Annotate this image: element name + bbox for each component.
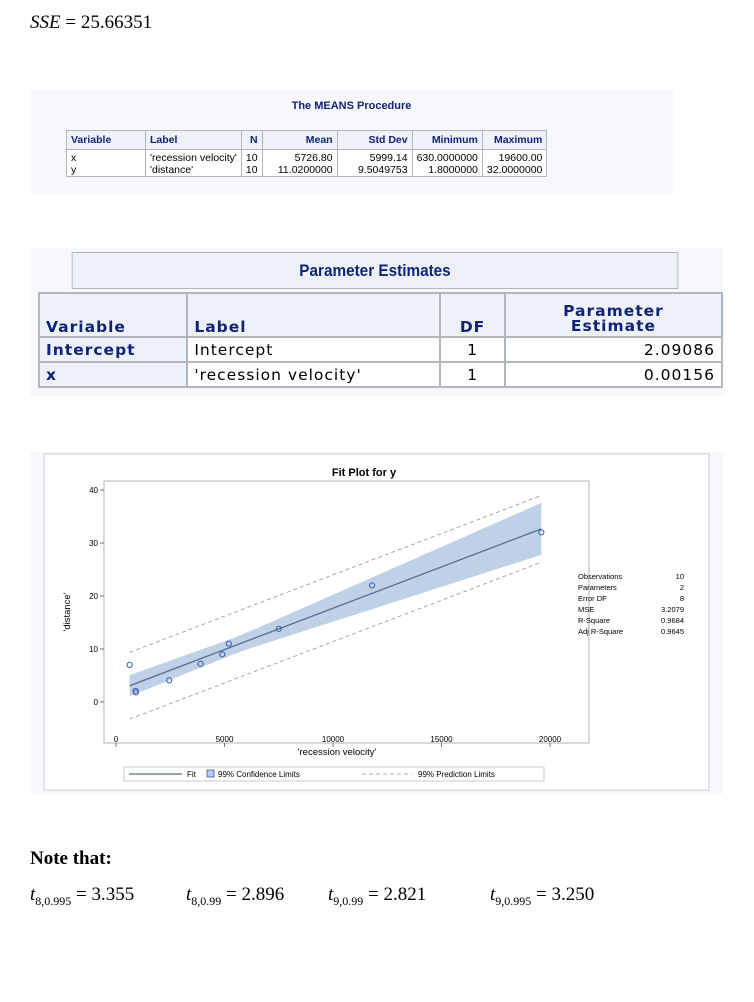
pe-label-x: 'recession velocity' (187, 362, 440, 387)
t-symbol: t (186, 884, 192, 905)
t-value-8-0995 (30, 884, 134, 909)
means-n-x: 10 (245, 152, 258, 164)
t-subscript: 8,0.995 (35, 893, 72, 908)
pe-estimate-intercept: 2.09086 (505, 337, 722, 362)
t-subscript: 9,0.99 (333, 893, 364, 908)
stat-name-0: Observations (578, 572, 623, 581)
y-tick-label: 30 (89, 539, 98, 548)
means-variable-y: y (71, 164, 77, 176)
pe-df-x: 1 (440, 362, 505, 387)
y-tick-label: 40 (89, 486, 98, 495)
plot-legend (124, 767, 544, 781)
x-tick-label: 10000 (321, 735, 345, 744)
means-minimum-cell (412, 150, 482, 177)
pe-title: Parameter Estimates (72, 252, 679, 289)
t-symbol: t (30, 884, 36, 905)
sse-value: 25.66351 (80, 12, 153, 33)
stat-name-5: Adj R-Square (578, 627, 624, 636)
means-procedure-panel (30, 90, 673, 194)
stat-value-0: 10 (675, 572, 684, 581)
means-minimum-x: 630.0000000 (416, 152, 478, 164)
t-equals: = (531, 884, 552, 905)
stat-value-4: 0.9684 (661, 616, 684, 625)
pe-header-variable: Variable (39, 293, 187, 337)
t-value: 3.250 (551, 884, 595, 905)
means-minimum-y: 1.8000000 (428, 164, 478, 176)
sse-equals: = (65, 12, 77, 33)
stat-name-2: Error DF (578, 594, 607, 603)
t-value-9-099 (328, 884, 426, 909)
stat-value-2: 8 (679, 594, 684, 603)
means-header-n: N (241, 131, 262, 150)
parameter-estimates-panel (30, 248, 723, 396)
y-tick-label: 0 (93, 698, 98, 707)
stat-name-1: Parameters (578, 583, 617, 592)
means-header-maximum: Maximum (482, 131, 546, 150)
y-tick-label: 10 (89, 645, 98, 654)
means-stddev-x: 5999.14 (369, 152, 408, 164)
means-label-x: 'recession velocity' (150, 152, 237, 164)
t-value: 2.821 (383, 884, 427, 905)
means-title: The MEANS Procedure (291, 100, 412, 112)
sse-symbol: SSE (30, 12, 61, 33)
stat-value-5: 0.9645 (661, 627, 684, 636)
means-header-variable: Variable (67, 131, 146, 150)
sse-line (30, 12, 152, 34)
pe-header-estimate: Parameter Estimate (505, 293, 722, 337)
stat-value-3: 3.2079 (661, 605, 684, 614)
y-tick-label: 20 (89, 592, 98, 601)
t-value-8-099 (186, 884, 284, 909)
pe-variable-x: x (39, 362, 187, 387)
pe-table (38, 292, 723, 388)
means-label-y: 'distance' (150, 164, 194, 176)
means-variable-cell (67, 150, 146, 177)
means-header-row (67, 131, 547, 150)
means-stddev-y: 9.5049753 (357, 164, 408, 176)
means-header-mean: Mean (262, 131, 337, 150)
means-header-stddev: Std Dev (337, 131, 412, 150)
t-symbol: t (328, 884, 334, 905)
means-table (66, 130, 547, 177)
x-tick-label: 0 (113, 735, 119, 744)
fit-plot-panel (30, 452, 723, 794)
means-stddev-cell (337, 150, 412, 177)
means-n-cell (241, 150, 262, 177)
t-value-9-0995 (490, 884, 594, 909)
pe-header-row (39, 293, 722, 337)
pe-label-intercept: Intercept (187, 337, 440, 362)
means-mean-cell (262, 150, 337, 177)
pe-df-intercept: 1 (440, 337, 505, 362)
pe-variable-intercept: Intercept (39, 337, 187, 362)
legend-fit-label: Fit (187, 770, 196, 779)
x-tick-label: 5000 (215, 735, 234, 744)
t-value: 2.896 (241, 884, 285, 905)
means-data-row (67, 150, 547, 177)
means-header-minimum: Minimum (412, 131, 482, 150)
means-label-cell (146, 150, 242, 177)
legend-confidence-swatch (207, 770, 214, 777)
pe-header-label: Label (187, 293, 440, 337)
t-symbol: t (490, 884, 496, 905)
means-mean-y: 11.0200000 (277, 164, 333, 176)
t-equals: = (363, 884, 384, 905)
means-maximum-cell (482, 150, 546, 177)
t-value: 3.355 (91, 884, 135, 905)
note-title: Note that: (30, 848, 112, 869)
stat-name-4: R-Square (578, 616, 611, 625)
means-variable-x: x (71, 152, 77, 164)
t-equals: = (221, 884, 242, 905)
fit-plot-chart (30, 452, 723, 794)
means-mean-x: 5726.80 (294, 152, 333, 164)
legend-confidence-label: 99% Confidence Limits (218, 770, 300, 779)
plot-title: Fit Plot for y (331, 467, 397, 479)
x-tick-label: 15000 (430, 735, 453, 744)
t-subscript: 9,0.995 (495, 893, 532, 908)
means-maximum-y: 32.0000000 (486, 164, 543, 176)
x-axis-label: 'recession velocity' (297, 747, 377, 758)
legend-prediction-label: 99% Prediction Limits (418, 770, 495, 779)
pe-header-df: DF (440, 293, 505, 337)
t-subscript: 8,0.99 (191, 893, 222, 908)
pe-row-x (39, 362, 722, 387)
stat-name-3: MSE (578, 605, 595, 614)
pe-row-intercept (39, 337, 722, 362)
y-axis-label: 'distance' (62, 592, 73, 632)
pe-estimate-x: 0.00156 (505, 362, 722, 387)
means-header-label: Label (146, 131, 242, 150)
stat-value-1: 2 (679, 583, 684, 592)
means-n-y: 10 (245, 164, 258, 176)
t-equals: = (71, 884, 92, 905)
x-tick-label: 20000 (538, 735, 562, 744)
means-maximum-x: 19600.00 (498, 152, 543, 164)
